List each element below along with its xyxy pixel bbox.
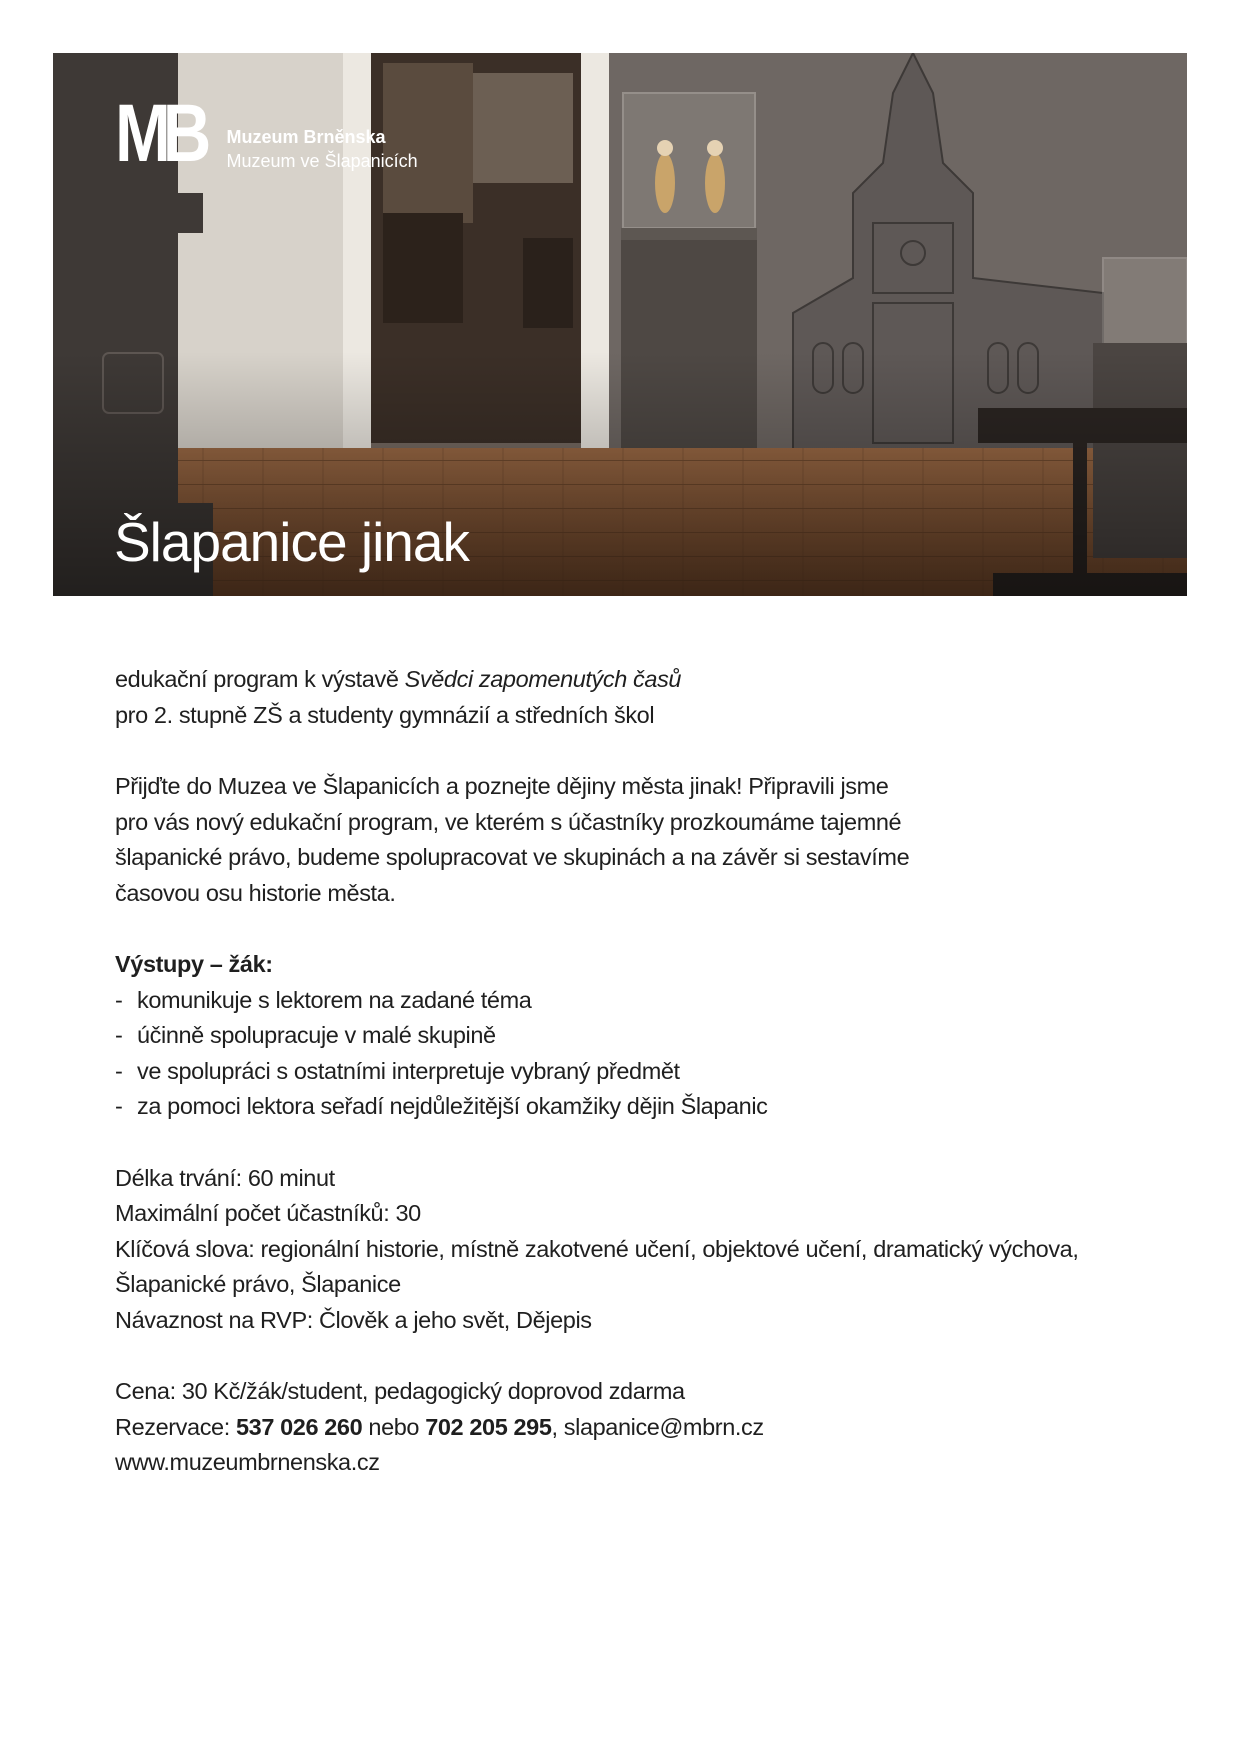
description-line: pro vás nový edukační program, ve kterém s účastníky prozkoumáme tajemné [115,808,902,835]
phone-number-2[interactable]: 702 205 295 [425,1413,552,1440]
list-item: - ve spolupráci s ostatními interpretuje vybraný předmět [115,1054,1145,1090]
outcomes-heading: Výstupy – žák: [115,951,273,977]
duration: Délka trvání: 60 minut [115,1164,335,1191]
keywords-continued: Šlapanické právo, Šlapanice [115,1271,401,1297]
hero-banner [53,53,1187,596]
logo-branch-name: Muzeum ve Šlapanicích [226,151,418,171]
website-link[interactable]: www.muzeumbrnenska.cz [115,1449,380,1475]
rvp-link: Návaznost na RVP: Člověk a jeho svět, Dějepis [115,1306,592,1333]
capacity: Maximální počet účastníků: 30 [115,1200,421,1226]
keywords: Klíčová slova: regionální historie, místně zakotvené učení, objektové učení, dramatický výchova, [115,1235,1079,1262]
reservation [115,1410,1145,1446]
list-item: - za pomoci lektora seřadí nejdůležitější okamžiky dějin Šlapanic [115,1089,1145,1125]
price: Cena: 30 Kč/žák/student, pedagogický doprovod zdarma [115,1378,685,1404]
page-title: Šlapanice jinak [114,511,469,573]
outcome-text: účinně spolupracuje v malé skupině [137,1022,496,1048]
description-line: Přijďte do Muzea ve Šlapanicích a poznejte dějiny města jinak! Připravili jsme [115,773,889,799]
spacer [115,733,1145,769]
description-line: šlapanické právo, budeme spolupracovat ve skupinách a na závěr si sestavíme [115,844,910,870]
phone-number-1[interactable]: 537 026 260 [235,1413,363,1440]
museum-logo[interactable] [115,88,418,179]
email-address[interactable]: , slapanice@mbrn.cz [551,1413,764,1440]
outcomes-list [115,983,1145,1125]
logo-mark: MB [115,88,204,179]
logo-text [227,125,418,173]
connector-text: nebo [362,1413,426,1440]
program-subtitle [115,662,1145,698]
spacer [115,911,1145,947]
spacer [115,1338,1145,1374]
exhibition-name: Svědci zapomenutých časů [404,666,682,692]
list-item: - komunikuje s lektorem na zadané téma [115,983,1145,1019]
target-audience: pro 2. stupně ZŠ a studenty gymnázií a středních škol [115,701,655,728]
logo-museum-name: Muzeum Brněnska [226,127,386,147]
list-item: - účinně spolupracuje v malé skupině [115,1018,1145,1054]
outcome-text: ve spolupráci s ostatními interpretuje vybraný předmět [137,1057,680,1084]
document-body [115,662,1145,1481]
spacer [115,1125,1145,1161]
outcome-text: za pomoci lektora seřadí nejdůležitější okamžiky dějin Šlapanic [137,1093,768,1119]
outcome-text: komunikuje s lektorem na zadané téma [137,986,532,1013]
description-line: časovou osu historie města. [115,879,396,906]
reservation-label: Rezervace: [115,1413,236,1440]
subtitle-prefix: edukační program k výstavě [115,666,405,692]
